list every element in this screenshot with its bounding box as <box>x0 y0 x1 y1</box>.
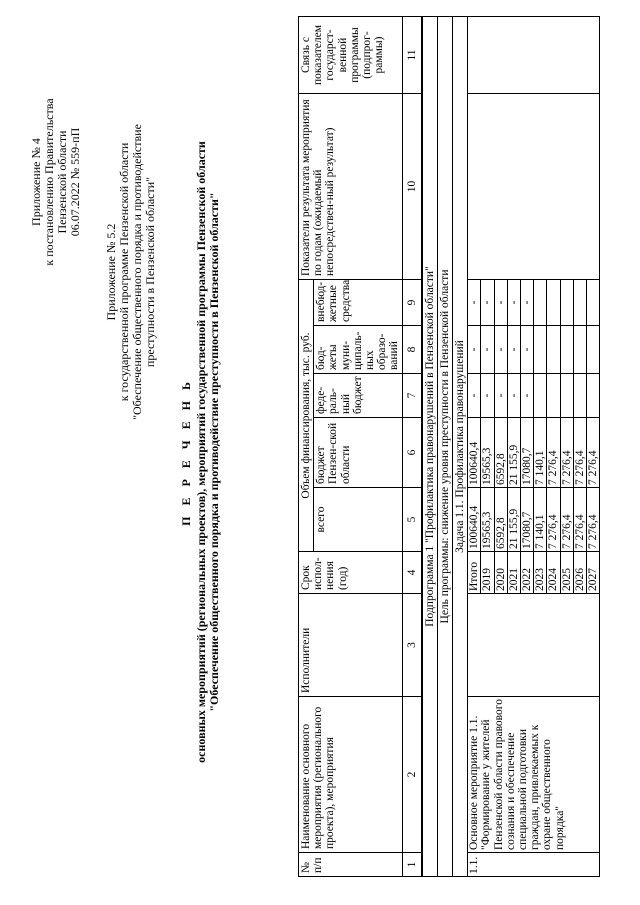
regional-cell: 6592,8 <box>494 418 507 488</box>
table-row <box>468 17 481 877</box>
appendix-5-2-line: "Обеспечение общественного порядка и противодействие <box>130 124 144 420</box>
regional-cell: 7 276,4 <box>573 418 586 488</box>
federal-cell <box>560 374 573 418</box>
header-term: Срок испол-нения (год) <box>299 552 403 594</box>
total-cell: 7 276,4 <box>587 488 600 552</box>
measure-name: Основное мероприятие 1.1. "Формирование у жителей Пензенской области правового сознания и обеспечение специальной подготовки граждан, привлекаемых к охране общественного порядка" <box>468 697 600 853</box>
rotated-document-page <box>20 12 620 892</box>
col-number: 7 <box>402 374 422 418</box>
municipal-cell: - <box>507 326 520 374</box>
municipal-cell: - <box>521 326 534 374</box>
year-cell: 2026 <box>573 552 586 594</box>
header-regional: бюджет Пензен-ской области <box>314 418 402 488</box>
year-cell: 2022 <box>521 552 534 594</box>
header-link: Связь с показателем государст-венной программы (подпрог-раммы) <box>299 17 403 94</box>
regional-cell: 7 276,4 <box>587 418 600 488</box>
measure-num: 1.1. <box>468 853 600 877</box>
header-row <box>299 17 314 877</box>
year-cell: 2023 <box>534 552 547 594</box>
year-cell: Итого <box>468 552 481 594</box>
column-number-row <box>402 17 422 877</box>
col-number: 10 <box>402 94 422 280</box>
extra-cell <box>573 280 586 326</box>
subprogram-title: Подпрограмма 1 "Профилактика правонарушений в Пензенской области" <box>422 17 438 877</box>
link-cell <box>468 17 600 94</box>
total-cell: 7 276,4 <box>560 488 573 552</box>
appendix-4-header <box>30 32 82 332</box>
year-cell: 2025 <box>560 552 573 594</box>
total-cell: 17080,7 <box>521 488 534 552</box>
federal-cell <box>547 374 560 418</box>
federal-cell: - <box>521 374 534 418</box>
title-word: П Е Р Е Ч Е Н Ь <box>179 378 193 526</box>
task-row <box>453 17 468 877</box>
document-title <box>180 12 221 892</box>
year-cell: 2020 <box>494 552 507 594</box>
col-number: 3 <box>402 594 422 697</box>
year-cell: 2027 <box>587 552 600 594</box>
title-line: "Обеспечение общественного порядка и противодействие преступности в Пензенской области" <box>207 192 221 712</box>
header-funding: Объем финансирования, тыс. руб. <box>299 280 314 552</box>
header-num: № п/п <box>299 853 403 877</box>
municipal-cell <box>534 326 547 374</box>
appendix-4-line: Пензенской области <box>55 130 69 234</box>
total-cell: 7 276,4 <box>573 488 586 552</box>
col-number: 5 <box>402 488 422 552</box>
municipal-cell <box>547 326 560 374</box>
federal-cell <box>573 374 586 418</box>
goal-text: Цель программы: снижение уровня преступности в Пензенской области <box>437 17 452 877</box>
year-cell: 2019 <box>481 552 494 594</box>
task-text: Задача 1.1. Профилактика правонарушений <box>453 17 468 877</box>
appendix-4-line: Приложение № 4 <box>29 138 43 226</box>
extra-cell: - <box>481 280 494 326</box>
appendix-4-line: 06.07.2022 № 559-пП <box>68 127 82 237</box>
extra-cell: - <box>521 280 534 326</box>
total-cell: 7 140,1 <box>534 488 547 552</box>
federal-cell <box>587 374 600 418</box>
extra-cell: - <box>507 280 520 326</box>
header-name: Наименование основного мероприятия (регионального проекта), мероприятия <box>299 697 403 853</box>
measure-executors <box>468 594 600 697</box>
header-total: всего <box>314 488 402 552</box>
total-cell: 6592,8 <box>494 488 507 552</box>
regional-cell: 100640,4 <box>468 418 481 488</box>
regional-cell: 21 155,9 <box>507 418 520 488</box>
appendix-5-2-line: Приложение № 5.2 <box>104 223 118 321</box>
appendix-5-2-line: к государственной программе Пензенской области <box>117 142 131 402</box>
col-number: 8 <box>402 326 422 374</box>
federal-cell: - <box>507 374 520 418</box>
extra-cell <box>560 280 573 326</box>
municipal-cell: - <box>481 326 494 374</box>
header-municipal: бюд-жеты муни-ципаль-ных образо-ваний <box>314 326 402 374</box>
federal-cell: - <box>481 374 494 418</box>
extra-cell: - <box>468 280 481 326</box>
header-extrabudget: внебюд-жетные средства <box>314 280 402 326</box>
col-number: 1 <box>402 853 422 877</box>
regional-cell: 7 140,1 <box>534 418 547 488</box>
year-cell: 2021 <box>507 552 520 594</box>
appendix-5-2-header <box>105 82 157 462</box>
total-cell: 21 155,9 <box>507 488 520 552</box>
regional-cell: 7 276,4 <box>547 418 560 488</box>
col-number: 6 <box>402 418 422 488</box>
col-number: 9 <box>402 280 422 326</box>
total-cell: 100640,4 <box>468 488 481 552</box>
header-indicators: Показатели результата мероприятия по годам (ожидаемый непосредствен-ный результат) <box>299 94 403 280</box>
extra-cell <box>534 280 547 326</box>
regional-cell: 17080,7 <box>521 418 534 488</box>
municipal-cell: - <box>468 326 481 374</box>
goal-row <box>437 17 452 877</box>
measures-table <box>298 16 600 877</box>
total-cell: 7 276,4 <box>547 488 560 552</box>
title-line: основных мероприятий (региональных проектов), мероприятий государственной программы Пензенской области <box>194 141 208 763</box>
col-number: 4 <box>402 552 422 594</box>
municipal-cell: - <box>494 326 507 374</box>
extra-cell <box>587 280 600 326</box>
extra-cell <box>547 280 560 326</box>
regional-cell: 7 276,4 <box>560 418 573 488</box>
extra-cell: - <box>494 280 507 326</box>
federal-cell <box>534 374 547 418</box>
header-federal: феде-раль-ный бюджет <box>314 374 402 418</box>
municipal-cell <box>560 326 573 374</box>
appendix-5-2-line: преступности в Пензенской области" <box>143 176 157 368</box>
header-executors: Исполнители <box>299 594 403 697</box>
regional-cell: 19565,3 <box>481 418 494 488</box>
federal-cell: - <box>468 374 481 418</box>
municipal-cell <box>573 326 586 374</box>
col-number: 2 <box>402 697 422 853</box>
total-cell: 19565,3 <box>481 488 494 552</box>
subprogram-row <box>422 17 438 877</box>
municipal-cell <box>587 326 600 374</box>
federal-cell: - <box>494 374 507 418</box>
year-cell: 2024 <box>547 552 560 594</box>
appendix-4-line: к постановлению Правительства <box>42 98 56 266</box>
col-number: 11 <box>402 17 422 94</box>
indicators-cell <box>468 94 600 280</box>
